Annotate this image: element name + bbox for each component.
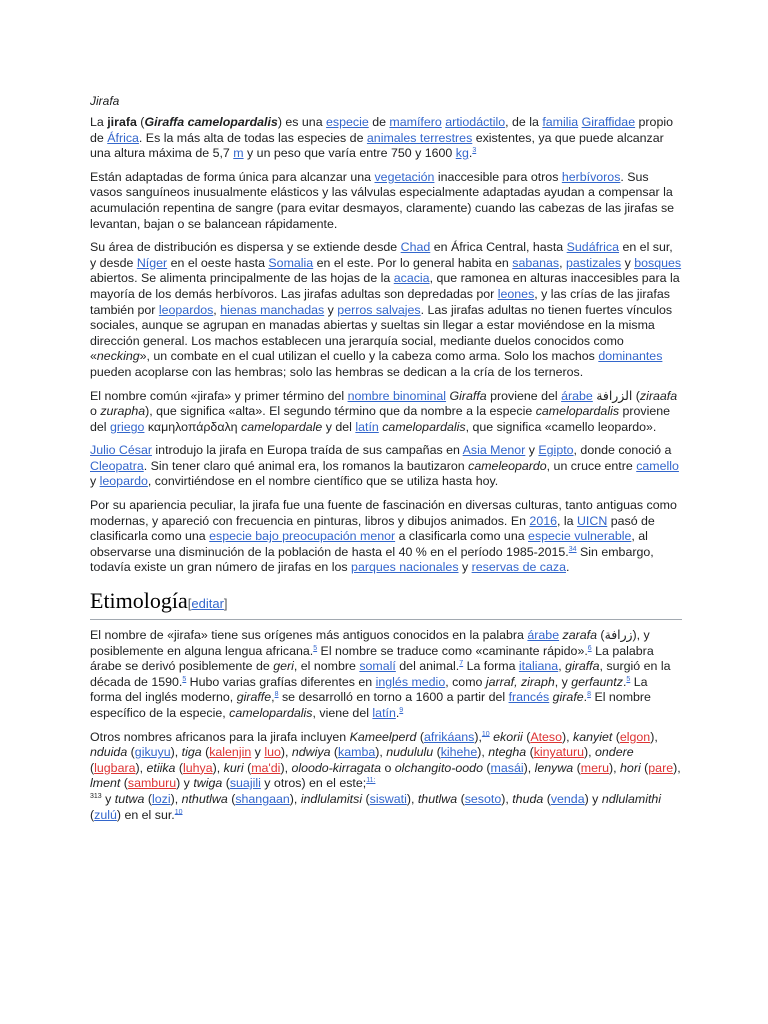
link-nombre-binominal[interactable]: nombre binominal <box>347 388 447 403</box>
link-asia-menor[interactable]: Asia Menor <box>462 443 526 458</box>
link-italiana[interactable]: italiana <box>518 659 559 674</box>
link-vegetacion[interactable]: vegetación <box>374 169 435 184</box>
link-somalia[interactable]: Somalia <box>268 255 314 270</box>
conservation-paragraph: Por su apariencia peculiar, la jirafa fue una fuente de fascinación en diversas culturas, tanto antiguas como modernas, y apareció con frecuencia en pinturas, libros y dibujos animados. En 2016, la UICN pasó de clasificarla como una especie bajo preocupación menor a clasificarla como una especie vulnerable, al observarse una disminución de la población de hasta el 40 % en el período 1985-2015.34 Sin embargo, todavía existe un gran número de jirafas en los parques nacionales y reservas de caza. <box>90 498 677 575</box>
link-especie-vulnerable[interactable]: especie vulnerable <box>528 529 632 544</box>
link-metro[interactable]: m <box>233 146 244 161</box>
link-latin-2[interactable]: latín <box>372 706 396 720</box>
ref-34[interactable]: 34 <box>568 545 577 553</box>
ref-10b[interactable]: 10 <box>174 808 183 816</box>
link-masai[interactable]: masái <box>490 760 524 775</box>
link-latin[interactable]: latín <box>355 419 379 434</box>
link-luo[interactable]: luo <box>264 745 281 760</box>
link-venda[interactable]: venda <box>550 791 585 806</box>
link-leopardos[interactable]: leopardos <box>158 302 214 317</box>
link-samburu[interactable]: samburu <box>127 776 177 791</box>
link-niger[interactable]: Níger <box>136 255 168 270</box>
link-siswati[interactable]: siswati <box>369 791 407 806</box>
link-mamifero[interactable]: mamífero <box>389 115 442 129</box>
link-ingles-medio[interactable]: inglés medio <box>375 674 446 689</box>
link-frances[interactable]: francés <box>508 690 550 705</box>
link-sudafrica[interactable]: Sudáfrica <box>566 240 620 255</box>
history-paragraph: Julio César introdujo la jirafa en Europa traída de sus campañas en Asia Menor y Egipto, donde conoció a Cleopatra. Sin tener claro qué animal era, los romanos la bautizaron cameleopardo, un cruce entre camello y leopardo, convirtiéndose en el nombre científico que se utiliza hasta hoy. <box>90 443 679 489</box>
ref-6[interactable]: 6 <box>587 644 592 652</box>
link-sesoto[interactable]: sesoto <box>464 791 502 806</box>
link-gikuyu[interactable]: gikuyu <box>134 745 171 760</box>
link-africa[interactable]: África <box>107 130 139 145</box>
link-arabe-2[interactable]: árabe <box>527 628 560 643</box>
link-chad[interactable]: Chad <box>400 240 431 255</box>
link-kalenjin[interactable]: kalenjin <box>209 745 252 760</box>
link-kg[interactable]: kg <box>455 146 469 161</box>
link-kamba[interactable]: kamba <box>338 745 376 760</box>
link-arabe[interactable]: árabe <box>561 388 593 403</box>
link-hienas-manchadas[interactable]: hienas manchadas <box>220 302 325 317</box>
ref-11[interactable]: 11: <box>366 777 376 785</box>
african-names-paragraph: Otros nombres africanos para la jirafa incluyen Kameelperd (afrikáans),$^{10}$ ekorii (Ateso), kanyiet (elgon), nduida (gikuyu), tiga (kalenjin y luo), ndwiya (kamba), nudululu (kihehe), ntegha (kinyaturu), ondere (lugbara), etiika (luhya), kuri (ma'di), oloodo-kirragata o olchangito-oodo (masái), lenywa (meru), hori (pare), lment (samburu) y twiga (suajili y otros) en el este;$^{11:}$ $^{313}$ y tutwa (lozi), nthutlwa (shangaan), indlulamitsi (siswati), thutlwa (sesoto), thuda (venda) y ndlulamithi (zulú) en el sur.$^{10}$ <box>90 729 681 822</box>
etymology-paragraph: El nombre de «jirafa» tiene sus orígenes más antiguos conocidos en la palabra árabe zarafa (زرافة), y posiblemente en alguna lengua africana.$^5$ El nombre se traduce como «caminante rápido».$^6$ La palabra árabe se derivó posiblemente de geri, el nombre somalí del animal.$^7$ La forma italiana, giraffa, surgió en la década de 1590.$^5$ Hubo varias grafías diferentes en inglés medio, como jarraf, ziraph, y gerfauntz.$^5$ La forma del inglés moderno, giraffe,$^8$ se desarrolló en torno a 1600 a partir del francés girafe.$^8$ El nombre específico de la especie, camelopardalis, viene del latín.$^9$ <box>90 628 671 720</box>
link-luhya[interactable]: luhya <box>183 760 213 775</box>
link-reservas-de-caza[interactable]: reservas de caza <box>471 560 566 575</box>
link-perros-salvajes[interactable]: perros salvajes <box>337 302 421 317</box>
ref-7[interactable]: 7 <box>459 660 464 668</box>
link-bosques[interactable]: bosques <box>634 255 682 270</box>
link-leones[interactable]: leones <box>497 286 535 301</box>
link-herbivoros[interactable]: herbívoros <box>561 169 621 184</box>
ref-3[interactable]: 3 <box>472 147 477 155</box>
link-leopardo[interactable]: leopardo <box>99 474 148 489</box>
link-suajili[interactable]: suajili <box>229 776 261 791</box>
link-camello[interactable]: camello <box>636 458 679 473</box>
link-kihehe[interactable]: kihehe <box>440 745 478 760</box>
link-parques-nacionales[interactable]: parques nacionales <box>351 560 459 575</box>
link-sabanas[interactable]: sabanas <box>512 255 560 270</box>
link-pare[interactable]: pare <box>648 760 674 775</box>
edit-section: [editar] <box>187 596 228 612</box>
link-meru[interactable]: meru <box>580 760 610 775</box>
link-artiodactilo[interactable]: artiodáctilo <box>445 115 506 129</box>
link-griego[interactable]: griego <box>109 419 145 434</box>
link-preocupacion-menor[interactable]: especie bajo preocupación menor <box>209 529 396 544</box>
ref-5[interactable]: 5 <box>313 644 318 652</box>
image-caption: Jirafa <box>90 94 120 108</box>
section-heading-etimologia: Etimología[editar] <box>90 588 682 620</box>
link-shangaan[interactable]: shangaan <box>235 791 290 806</box>
ref-10[interactable]: 10 <box>481 730 490 738</box>
link-egipto[interactable]: Egipto <box>538 443 574 458</box>
distribution-paragraph: Su área de distribución es dispersa y se extiende desde Chad en África Central, hasta Sudáfrica en el sur, y desde Níger en el oeste hasta Somalia en el este. Por lo general habita en sabanas, pastizales y bosques abiertos. Se alimenta principalmente de las hojas de la acacia, que ramonea en alturas inaccesibles para la mayoría de los demás herbívoros. Las jirafas adultas son depredadas por leones, y las crías de las jirafas también por leopardos, hienas manchadas y perros salvajes. Las jirafas adultas no tienen fuertes vínculos sociales, aunque se agrupan en manadas abiertas y sueltas sin llegar a estar moviéndose en la misma dirección general. Los machos establecen una jerarquía social, mediante duelos conocidos como «necking», un combate en el cual utilizan el cuello y la cabeza como arma. Solo los machos dominantes pueden acoplarse con las hembras; solo las hembras se dedican a la cría de los terneros. <box>90 240 682 379</box>
link-pastizales[interactable]: pastizales <box>566 255 622 270</box>
link-dominantes[interactable]: dominantes <box>598 349 663 364</box>
link-ateso[interactable]: Ateso <box>530 729 563 744</box>
link-acacia[interactable]: acacia <box>393 271 430 286</box>
link-julio-cesar[interactable]: Julio César <box>90 443 152 458</box>
adaptation-paragraph: Están adaptadas de forma única para alcanzar una vegetación inaccesible para otros herbívoros. Sus vasos sanguíneos inusualmente elásticos y las válvulas especialmente adaptadas ayudan a compensar la acumulación repentina de sangre (para evitar desmayos, claramente) cuando las cabezas de las jirafas se levantan, bajan o se balancean rápidamente. <box>90 169 675 231</box>
link-animales-terrestres[interactable]: animales terrestres <box>366 130 473 145</box>
link-elgon[interactable]: elgon <box>619 729 651 744</box>
link-uicn[interactable]: UICN <box>576 513 608 528</box>
article-body <box>90 93 682 823</box>
link-somali[interactable]: somalí <box>359 659 396 674</box>
name-origin-paragraph: El nombre común «jirafa» y primer término del nombre binominal Giraffa proviene del árabe الزرافة (ziraafa o zurapha), que significa «alta». El segundo término que da nombre a la especie camelopardalis proviene del griego καμηλοπάρδαλη camelopardale y del latín camelopardalis, que significa «camello leopardo». <box>90 388 678 434</box>
link-especie[interactable]: especie <box>326 115 369 129</box>
edit-link[interactable]: editar <box>191 596 224 612</box>
ref-8[interactable]: 8 <box>274 691 279 699</box>
link-familia[interactable]: familia <box>542 115 579 129</box>
link-lozi[interactable]: lozi <box>151 791 171 806</box>
intro-paragraph: La jirafa (Giraffa camelopardalis) es una especie de mamífero artiodáctilo, de la familia Giraffidae propio de África. Es la más alta de todas las especies de animales terrestres existentes, ya que puede alcanzar una altura máxima de 5,7 m y un peso que varía entre 750 y 1600 kg.$^3$ <box>90 115 673 161</box>
ref-5c[interactable]: 5 <box>626 675 631 683</box>
link-2016[interactable]: 2016 <box>529 513 557 528</box>
link-kinyaturu[interactable]: kinyaturu <box>533 745 584 760</box>
link-afrikaans[interactable]: afrikáans <box>424 729 475 744</box>
ref-5b[interactable]: 5 <box>182 675 187 683</box>
link-zulu[interactable]: zulú <box>94 807 117 822</box>
link-lugbara[interactable]: lugbara <box>94 760 136 775</box>
link-madi[interactable]: ma'di <box>251 760 281 775</box>
link-cleopatra[interactable]: Cleopatra <box>90 458 144 473</box>
ref-8b[interactable]: 8 <box>587 691 592 699</box>
ref-9[interactable]: 9 <box>399 706 404 714</box>
link-giraffidae[interactable]: Giraffidae <box>581 115 636 129</box>
